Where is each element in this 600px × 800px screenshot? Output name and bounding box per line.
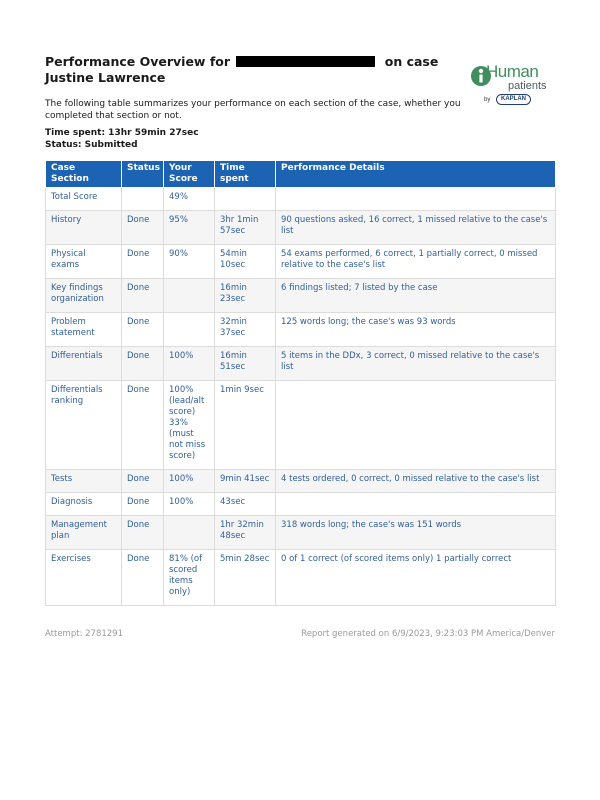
cell-score	[164, 313, 215, 347]
cell-details: 125 words long; the case's was 93 words	[276, 313, 556, 347]
cell-section: Tests	[46, 470, 122, 493]
cell-time: 43sec	[215, 493, 276, 516]
cell-status: Done	[122, 347, 164, 381]
cell-status: Done	[122, 516, 164, 550]
report-generated: Report generated on 6/9/2023, 9:23:03 PM America/Denver	[301, 629, 555, 639]
cell-details: 5 items in the DDx, 3 correct, 0 missed relative to the case's list	[276, 347, 556, 381]
cell-details: 6 findings listed; 7 listed by the case	[276, 279, 556, 313]
cell-status: Done	[122, 211, 164, 245]
cell-details: 90 questions asked, 16 correct, 1 missed relative to the case's list	[276, 211, 556, 245]
cell-time: 54min 10sec	[215, 245, 276, 279]
report-footer	[45, 628, 555, 640]
cell-time: 3hr 1min 57sec	[215, 211, 276, 245]
performance-table	[45, 160, 556, 606]
column-header-section: Case Section	[46, 161, 122, 188]
cell-section: Problem statement	[46, 313, 122, 347]
table-row	[46, 493, 556, 516]
cell-section: Total Score	[46, 188, 122, 211]
cell-section: Exercises	[46, 550, 122, 606]
cell-details: 0 of 1 correct (of scored items only) 1 partially correct	[276, 550, 556, 606]
logo-product: patients	[508, 80, 547, 92]
table-row	[46, 279, 556, 313]
logo-by: by	[484, 97, 491, 103]
cell-time: 5min 28sec	[215, 550, 276, 606]
logo-publisher: KAPLAN	[496, 94, 531, 105]
cell-score	[164, 516, 215, 550]
cell-score: 100%	[164, 493, 215, 516]
table-row	[46, 313, 556, 347]
submission-status: Status: Submitted	[45, 140, 138, 150]
cell-time: 16min 23sec	[215, 279, 276, 313]
table-row	[46, 347, 556, 381]
time-spent: Time spent: 13hr 59min 27sec	[45, 128, 199, 138]
cell-status: Done	[122, 279, 164, 313]
cell-time: 16min 51sec	[215, 347, 276, 381]
table-row	[46, 188, 556, 211]
cell-section: Key findings organization	[46, 279, 122, 313]
cell-score	[164, 279, 215, 313]
cell-status: Done	[122, 470, 164, 493]
column-header-time: Time spent	[215, 161, 276, 188]
cell-status: Done	[122, 381, 164, 470]
cell-score: 81% (of scored items only)	[164, 550, 215, 606]
cell-section: Differentials	[46, 347, 122, 381]
title-suffix: on case	[384, 54, 439, 69]
table-row	[46, 381, 556, 470]
cell-section: Differentials ranking	[46, 381, 122, 470]
column-header-status: Status	[122, 161, 164, 188]
page-title	[45, 54, 445, 86]
attempt-id: Attempt: 2781291	[45, 629, 123, 639]
cell-score: 100%	[164, 470, 215, 493]
cell-status: Done	[122, 550, 164, 606]
table-row	[46, 470, 556, 493]
cell-section: Physical exams	[46, 245, 122, 279]
title-prefix: Performance Overview for	[45, 54, 231, 69]
attempt-meta	[45, 127, 557, 151]
ihuman-logo	[470, 63, 560, 109]
report-page	[45, 54, 557, 606]
cell-section: Diagnosis	[46, 493, 122, 516]
cell-section: History	[46, 211, 122, 245]
cell-status: Done	[122, 493, 164, 516]
cell-status: Done	[122, 245, 164, 279]
redacted-student-name	[236, 56, 375, 67]
cell-score: 95%	[164, 211, 215, 245]
cell-status: Done	[122, 313, 164, 347]
intro-text: The following table summarizes your performance on each section of the case, whether you completed that section or not.	[45, 99, 461, 121]
cell-details: 54 exams performed, 6 correct, 1 partially correct, 0 missed relative to the case's list	[276, 245, 556, 279]
cell-details	[276, 381, 556, 470]
cell-details: 318 words long; the case's was 151 words	[276, 516, 556, 550]
cell-time: 9min 41sec	[215, 470, 276, 493]
cell-score: 49%	[164, 188, 215, 211]
column-header-details: Performance Details	[276, 161, 556, 188]
column-header-score: Your Score	[164, 161, 215, 188]
cell-time: 1hr 32min 48sec	[215, 516, 276, 550]
table-header-row	[46, 161, 556, 188]
cell-time	[215, 188, 276, 211]
table-row	[46, 211, 556, 245]
cell-score: 100% (lead/alt score) 33% (must not miss score)	[164, 381, 215, 470]
table-row	[46, 550, 556, 606]
cell-time: 32min 37sec	[215, 313, 276, 347]
case-name: Justine Lawrence	[45, 70, 166, 85]
cell-score: 90%	[164, 245, 215, 279]
cell-details	[276, 188, 556, 211]
cell-time: 1min 9sec	[215, 381, 276, 470]
cell-section: Management plan	[46, 516, 122, 550]
cell-details	[276, 493, 556, 516]
table-row	[46, 245, 556, 279]
logo-brand: Human	[486, 62, 539, 81]
cell-status	[122, 188, 164, 211]
table-row	[46, 516, 556, 550]
cell-details: 4 tests ordered, 0 correct, 0 missed relative to the case's list	[276, 470, 556, 493]
cell-score: 100%	[164, 347, 215, 381]
report-header	[45, 54, 557, 103]
